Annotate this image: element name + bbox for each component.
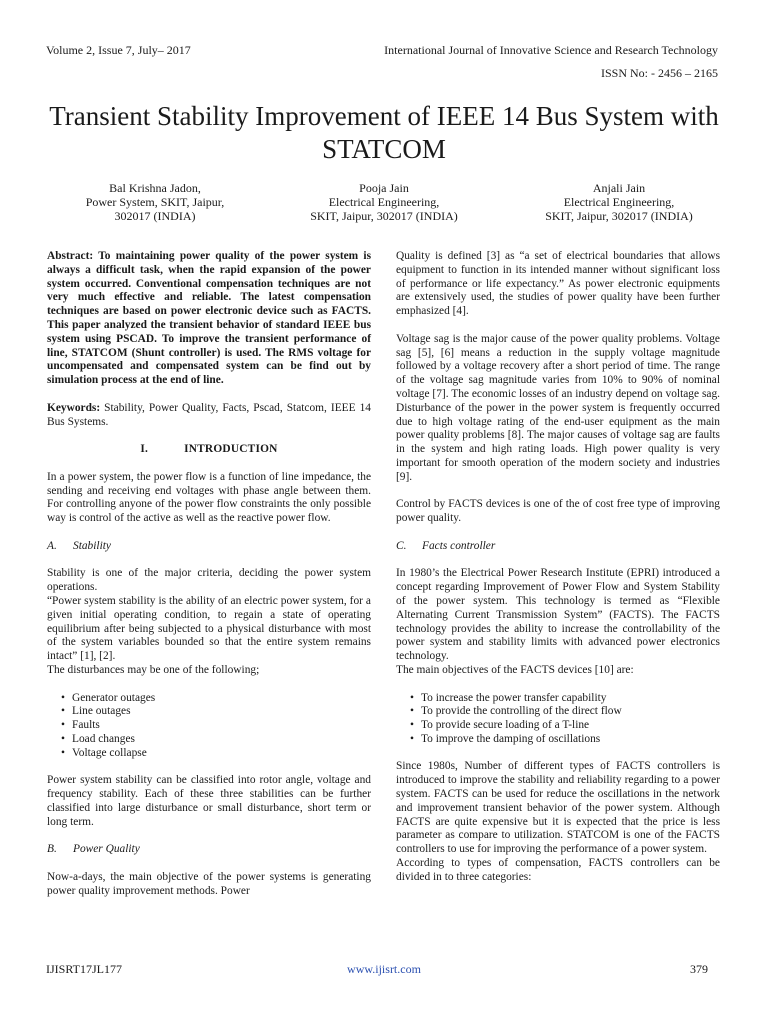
author-address: SKIT, Jaipur, 302017 (INDIA) (545, 209, 693, 223)
subsection-title: Stability (73, 539, 111, 552)
intro-paragraph: In a power system, the power flow is a function of line impedance, the sending and receiving end voltages with phase angle between them. For controlling anyone of the power flow constraints the only possible way is control of the active as well as the reactive power flow. (47, 470, 371, 525)
abstract: Abstract: To maintaining power quality of the power system is always a difficult task, when the rapid expansion of the power system occurred. Conventional compensation techniques are not very much effective and reliable. The latest compensation techniques are based on power electronic device such as FACTS. This paper analyzed the transient behavior of standard IEEE bus system using PSCAD. To improve the transient performance of line, STATCOM (Shunt controller) is used. The RMS voltage for uncompensated and compensated system can be find out by simulation process at the end of line. (47, 250, 371, 387)
stability-paragraph-2: “Power system stability is the ability of an electric power system, for a given initial operating condition, to regain a state of operating equilibrium after being subjected to a physical disturbance with most of the system variables bounded so that the entire system remains intact” [1], [2]. (47, 594, 371, 663)
subsection-title: Power Quality (73, 843, 140, 856)
list-item: • Line outages (61, 705, 371, 719)
author-address: 302017 (INDIA) (114, 209, 196, 223)
footer-page-number: 379 (690, 962, 708, 976)
author-3 (504, 181, 734, 223)
section-heading-introduction (47, 443, 371, 457)
subsection-number: A. (47, 539, 57, 552)
facts-categories-paragraph: According to types of compensation, FACTS controllers can be divided in to three categories: (396, 857, 720, 883)
author-affiliation: Power System, SKIT, Jaipur, (85, 195, 225, 209)
list-item: • To provide the controlling of the direct flow (410, 705, 720, 719)
power-quality-paragraph-cont: Quality is defined [3] as “a set of electrical boundaries that allows equipment to function in its intended manner without significant loss of performance or life expectancy.” As power electronic equipments are extensively used, the studies of power quality have been further emphasized [4]. (396, 250, 720, 318)
right-column (396, 250, 720, 898)
header-volume: Volume 2, Issue 7, July– 2017 (46, 43, 191, 57)
stability-paragraph-1: Stability is one of the major criteria, deciding the power system operations. (47, 567, 371, 594)
subsection-title: Facts controller (422, 539, 496, 552)
author-affiliation: Electrical Engineering, (328, 195, 440, 209)
facts-history-paragraph: In 1980’s the Electrical Power Research Institute (EPRI) introduced a concept regarding Improvement of Power Flow and System Stability of the power system. This technology is termed as “Flexible Alternating Current Transmission System” (FACTS). The FACTS technology provides the ability to increase the controllability of the power system and stability limits with advanced power electronics technology. (396, 567, 720, 663)
list-item: • To improve the damping of oscillations (410, 733, 720, 747)
objectives-list (396, 692, 720, 747)
list-item: • Faults (61, 719, 371, 733)
author-affiliation: Electrical Engineering, (563, 195, 675, 209)
section-title: INTRODUCTION (184, 443, 278, 456)
author-1 (40, 181, 270, 223)
keywords-label: Keywords: (47, 401, 101, 414)
list-item: • Generator outages (61, 692, 371, 706)
footer-website-link[interactable]: www.ijisrt.com (347, 962, 421, 976)
subsection-number: B. (47, 843, 57, 856)
author-name: Pooja Jain (359, 181, 409, 195)
list-item: • To provide secure loading of a T-line (410, 719, 720, 733)
header-journal: International Journal of Innovative Science and Research Technology (384, 43, 718, 57)
facts-types-paragraph: Since 1980s, Number of different types of FACTS controllers is introduced to improve the stability and reliability regarding to a power system. FACTS can be used for reduce the oscillations in the network and improvement transient behavior of the power system. Although FACTS are quite expensive but it is expected that the price is less parameter as compare to utilization. STATCOM is one of the FACTS controllers to use for improving the performance of a power system. (396, 760, 720, 856)
paper-title: Transient Stability Improvement of IEEE 14 Bus System with STATCOM (49, 101, 719, 164)
author-name: Anjali Jain (592, 181, 646, 195)
stability-paragraph-3: The disturbances may be one of the following; (47, 663, 260, 676)
author-address: SKIT, Jaipur, 302017 (INDIA) (310, 209, 458, 223)
power-quality-paragraph: Now-a-days, the main objective of the power systems is generating power quality improvement methods. Power (47, 870, 371, 897)
voltage-sag-paragraph: Voltage sag is the major cause of the power quality problems. Voltage sag [5], [6] means a reduction in the supply voltage magnitude followed by a voltage recovery after a short period of time. The range of the voltage sag magnitude varies from 10% to 90% of nominal voltage [7]. The economic losses of an industry depend on voltage sag. Disturbance of the power in the power system is frequently occurred due to high voltage rating of the end-user equipment as the main power quality problems [8]. The major causes of voltage sag are faults in the system and high rating loads. High power quality is very important for smooth operation of the modern society and industries [9]. (396, 332, 720, 483)
subsection-heading-power-quality (47, 843, 371, 857)
keywords (47, 402, 371, 430)
disturbance-list (47, 692, 371, 761)
header-issn: ISSN No: - 2456 – 2165 (600, 66, 718, 80)
left-column (47, 250, 371, 912)
list-item: • Load changes (61, 733, 371, 747)
stability-paragraph-4: Power system stability can be classified into rotor angle, voltage and frequency stability. Each of these three stabilities can be further classified into large disturbance or small disturbance, short term or long term. (47, 774, 371, 828)
facts-objectives-intro: The main objectives of the FACTS devices [10] are: (396, 663, 634, 676)
author-name: Bal Krishna Jadon, (109, 181, 201, 195)
subsection-heading-facts (396, 540, 720, 554)
footer-paper-id: IJISRT17JL177 (46, 962, 122, 976)
author-2 (269, 181, 499, 223)
section-number: I. (140, 443, 149, 456)
keywords-text: Stability, Power Quality, Facts, Pscad, Statcom, IEEE 14 Bus Systems. (47, 401, 371, 428)
subsection-heading-stability (47, 540, 371, 554)
list-item: • Voltage collapse (61, 747, 371, 761)
facts-control-paragraph: Control by FACTS devices is one of the of cost free type of improving power quality. (396, 498, 720, 525)
list-item: • To increase the power transfer capability (410, 692, 720, 706)
subsection-number: C. (396, 539, 407, 552)
